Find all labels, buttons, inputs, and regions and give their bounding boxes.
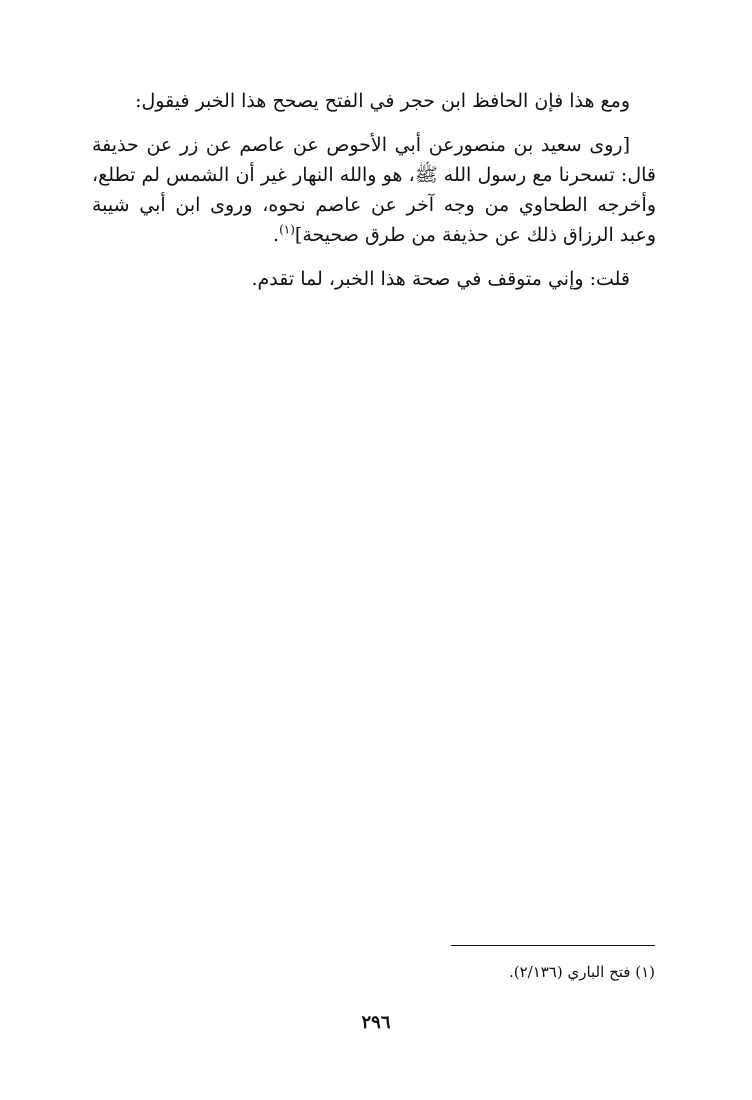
footnote: (١) فتح الباري (٢/١٣٦). — [508, 963, 655, 981]
footnote-divider — [451, 945, 655, 946]
paragraph-intro: ومع هذا فإن الحافظ ابن حجر في الفتح يصحح هذا الخبر فيقول: — [135, 90, 630, 112]
quote-end: . — [273, 224, 280, 246]
paragraph-quote — [92, 130, 656, 250]
footnote-reference: (١) — [279, 222, 295, 237]
body-text — [92, 86, 656, 308]
paragraph-comment: قلت: وإني متوقف في صحة هذا الخبر، لما تقدم. — [251, 268, 630, 290]
page-number: ٢٩٦ — [361, 1012, 391, 1033]
quote-text: [روى سعيد بن منصورعن أبي الأحوص عن عاصم عن زر عن حذيفة قال: تسحرنا مع رسول الله ﷺ، هو والله النهار غير أن الشمس لم تطلع، وأخرجه الطحاوي من وجه آخر عن عاصم نحوه، وروى ابن أبي شيبة وعبد الرزاق ذلك عن حذيفة من طرق صحيحة] — [92, 134, 656, 246]
